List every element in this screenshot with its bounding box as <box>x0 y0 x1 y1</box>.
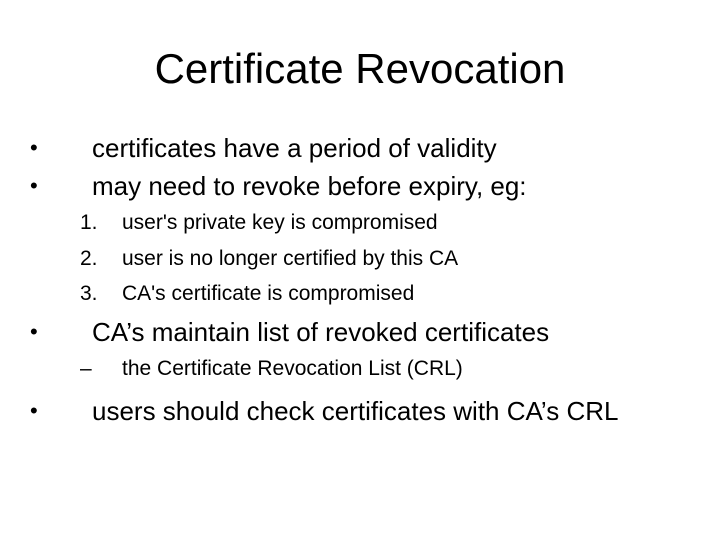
list-number: 3. <box>80 282 98 305</box>
numbered-item-text: CA's certificate is compromised <box>122 282 415 305</box>
sub-item-text: the Certificate Revocation List (CRL) <box>122 357 463 380</box>
bullet-item-text: may need to revoke before expiry, eg: <box>92 171 527 201</box>
numbered-item-text: user's private key is compromised <box>122 211 438 234</box>
numbered-item-1 <box>0 210 720 236</box>
bullet-icon: • <box>30 398 38 423</box>
numbered-item-3 <box>0 281 720 307</box>
bullet-icon: • <box>30 319 38 344</box>
numbered-item-2 <box>0 246 720 272</box>
numbered-item-text: user is no longer certified by this CA <box>122 247 459 270</box>
dash-icon: – <box>80 357 92 380</box>
sub-item <box>0 356 720 382</box>
list-number: 1. <box>80 211 98 234</box>
bullet-item-2 <box>0 170 720 202</box>
list-number: 2. <box>80 247 98 270</box>
bullet-item-4 <box>0 395 720 427</box>
bullet-item-1 <box>0 132 720 164</box>
bullet-icon: • <box>30 173 38 198</box>
slide-title: Certificate Revocation <box>154 45 566 92</box>
bullet-item-text: certificates have a period of validity <box>92 133 497 163</box>
bullet-item-text: CA’s maintain list of revoked certificates <box>92 317 550 347</box>
bullet-icon: • <box>30 135 38 160</box>
bullet-item-3 <box>0 316 720 348</box>
bullet-item-text: users should check certificates with CA’s CRL <box>92 396 619 426</box>
